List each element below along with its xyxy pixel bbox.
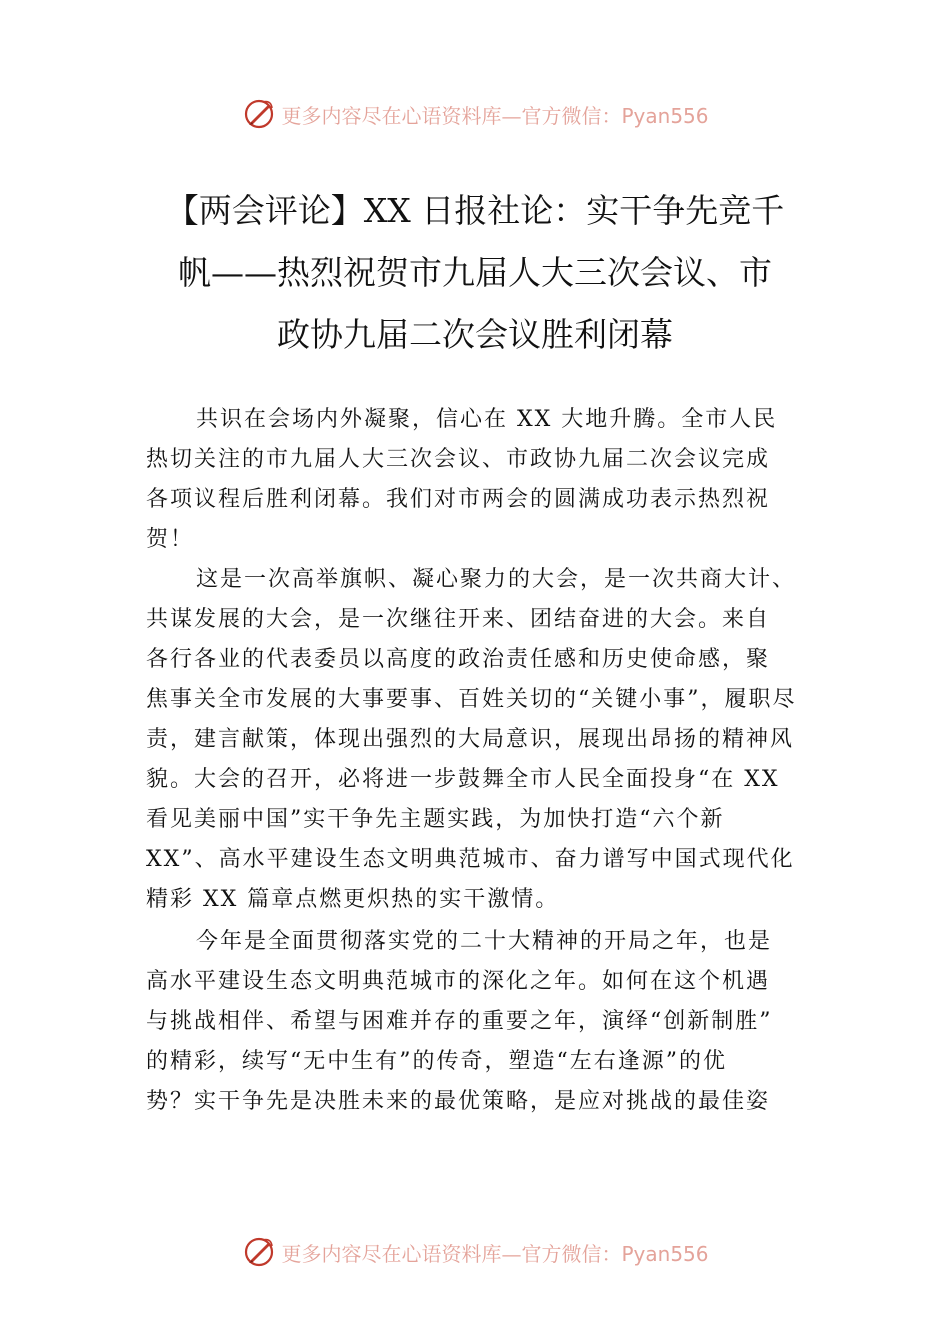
text-line: 焦事关全市发展的大事要事、百姓关切的“关键小事”，履职尽: [146, 687, 797, 712]
title-line: 帆——热烈祝贺市九届人大三次会议、市: [178, 253, 772, 292]
title-line: 政协九届二次会议胜利闭幕: [277, 315, 673, 354]
text-line: 这是一次高举旗帜、凝心聚力的大会，是一次共商大计、: [196, 567, 797, 592]
text-line: XX”、高水平建设生态文明典范城市、奋力谱写中国式现代化: [146, 847, 795, 872]
quill-logo-icon: [241, 1234, 277, 1270]
text-line: 势？实干争先是决胜未来的最优策略，是应对挑战的最佳姿: [146, 1089, 771, 1114]
text-line: 貌。大会的召开，必将进一步鼓舞全市人民全面投身“在 XX: [146, 767, 780, 792]
body-paragraph-2: [146, 560, 826, 920]
text-line: 贺！: [146, 527, 195, 552]
watermark-wechat-id: Pyan556: [621, 103, 709, 128]
watermark-wechat-label: 官方微信：: [521, 1241, 622, 1266]
text-line: 与挑战相伴、希望与困难并存的重要之年，演绎“创新制胜”: [146, 1009, 773, 1034]
body-paragraph-1: [146, 400, 826, 560]
text-line: 热切关注的市九届人大三次会议、市政协九届二次会议完成: [146, 447, 771, 472]
watermark-slogan: 更多内容尽在心语资料库—: [281, 1241, 522, 1266]
body-paragraph-3: [146, 922, 826, 1122]
text-line: 今年是全面贯彻落实党的二十大精神的开局之年，也是: [196, 929, 773, 954]
text-line: 责，建言献策，体现出强烈的大局意识，展现出昂扬的精神风: [146, 727, 795, 752]
text-line: 高水平建设生态文明典范城市的深化之年。如何在这个机遇: [146, 969, 771, 994]
watermark-slogan: 更多内容尽在心语资料库—: [281, 103, 522, 128]
text-line: 各项议程后胜利闭幕。我们对市两会的圆满成功表示热烈祝: [146, 487, 771, 512]
text-line: 共识在会场内外凝聚，信心在 XX 大地升腾。全市人民: [196, 407, 778, 432]
watermark-text: [281, 100, 708, 129]
watermark-text: [281, 1238, 708, 1267]
title-line: 【两会评论】XX 日报社论：实干争先竞千: [165, 191, 785, 230]
watermark-banner-top: [0, 94, 950, 134]
text-line: 精彩 XX 篇章点燃更炽热的实干激情。: [146, 887, 560, 912]
quill-logo-icon: [241, 96, 277, 132]
text-line: 各行各业的代表委员以高度的政治责任感和历史使命感，聚: [146, 647, 771, 672]
text-line: 看见美丽中国”实干争先主题实践，为加快打造“六个新: [146, 807, 725, 832]
document-title: [150, 180, 800, 366]
watermark-wechat-label: 官方微信：: [521, 103, 622, 128]
watermark-banner-bottom: [0, 1232, 950, 1272]
text-line: 的精彩，续写“无中生有”的传奇，塑造“左右逢源”的优: [146, 1049, 727, 1074]
watermark-wechat-id: Pyan556: [621, 1241, 709, 1266]
text-line: 共谋发展的大会，是一次继往开来、团结奋进的大会。来自: [146, 607, 771, 632]
